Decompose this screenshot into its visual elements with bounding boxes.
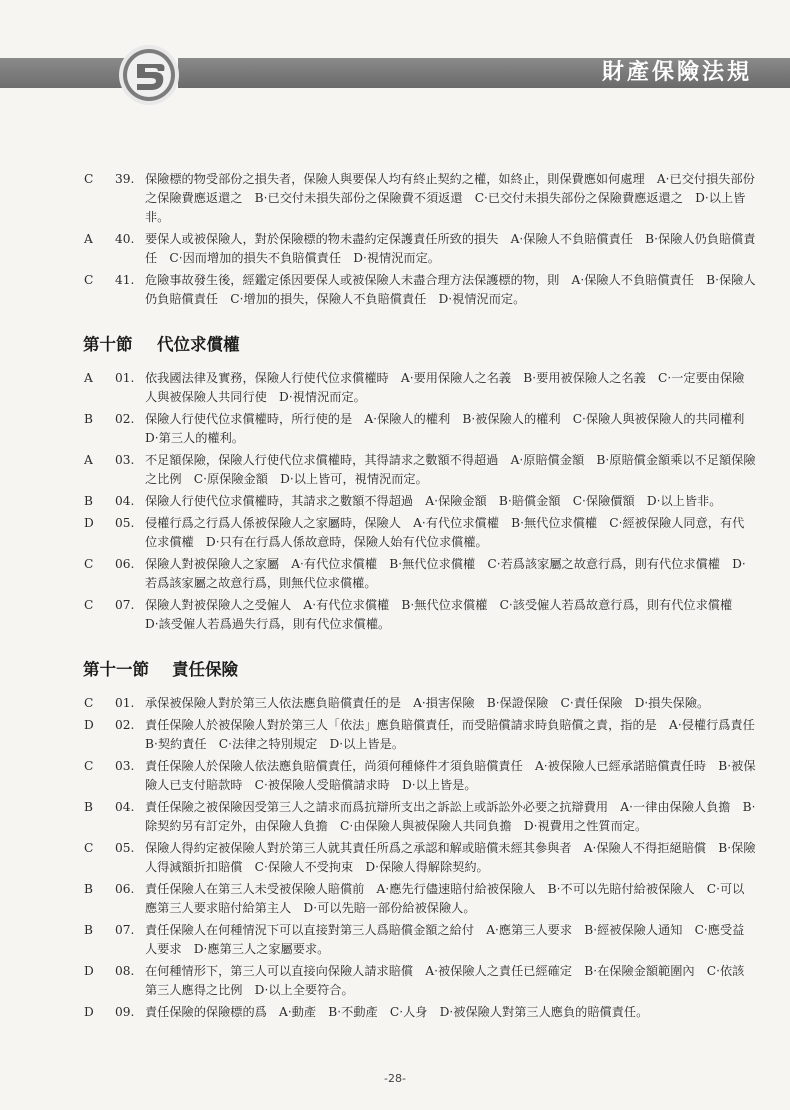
answer-key: A bbox=[84, 453, 93, 467]
header-banner-left bbox=[0, 58, 128, 88]
question-item bbox=[0, 694, 790, 713]
question-item bbox=[0, 410, 790, 448]
question-number: 07. bbox=[115, 598, 135, 612]
question-item bbox=[0, 451, 790, 489]
question-number: 04. bbox=[115, 800, 135, 814]
question-number: 08. bbox=[115, 964, 135, 978]
answer-key: C bbox=[84, 172, 94, 186]
question-text: 侵權行爲之行爲人係被保險人之家屬時，保險人 A‧有代位求償權 B‧無代位求償權 C‧經被保險人同意，有代位求償權 D‧只有在行爲人係故意時，保險人始有代位求償權。 bbox=[145, 516, 745, 549]
question-number: 01. bbox=[115, 371, 135, 385]
section-heading bbox=[0, 331, 790, 357]
question-number: 02. bbox=[115, 718, 135, 732]
question-text: 不足額保險，保險人行使代位求償權時，其得請求之數額不得超過 A‧原賠償金額 B‧原賠償金額乘以不足額保險之比例 C‧原保險金額 D‧以上皆可，視情況而定。 bbox=[145, 453, 756, 486]
question-text: 保險人得約定被保險人對於第三人就其責任所爲之承認和解或賠償未經其參與者 A‧保險人不得拒絕賠償 B‧保險人得減額折扣賠償 C‧保險人不受拘束 D‧保險人得解除契約。 bbox=[145, 841, 756, 874]
question-text: 保險人行使代位求償權時，其請求之數額不得超過 A‧保險金額 B‧賠償金額 C‧保險價額 D‧以上皆非。 bbox=[145, 494, 722, 508]
question-text: 承保被保險人對於第三人依法應負賠償責任的是 A‧損害保險 B‧保證保險 C‧責任保險 D‧損失保險。 bbox=[145, 696, 710, 710]
section-title: 代位求償權 bbox=[157, 335, 240, 354]
question-number: 02. bbox=[115, 412, 135, 426]
question-number: 06. bbox=[115, 882, 135, 896]
question-number: 06. bbox=[115, 557, 135, 571]
question-number: 05. bbox=[115, 516, 135, 530]
section-number: 第十一節 bbox=[83, 660, 149, 679]
answer-key: B bbox=[84, 412, 93, 426]
header-title: 財產保險法規 bbox=[601, 60, 752, 85]
answer-key: B bbox=[84, 923, 93, 937]
question-text: 責任保險人於被保險人對於第三人「依法」應負賠償責任，而受賠償請求時負賠償之責，指的是 A‧侵權行爲責任 B‧契約責任 C‧法律之特別規定 D‧以上皆是。 bbox=[145, 718, 768, 751]
publisher-logo-icon bbox=[118, 44, 180, 106]
question-item bbox=[0, 716, 790, 754]
question-text: 保險人行使代位求償權時，所行使的是 A‧保險人的權利 B‧被保險人的權利 C‧保險人與被保險人的共同權利 D‧第三人的權利。 bbox=[145, 412, 757, 445]
answer-key: D bbox=[84, 964, 94, 978]
answer-key: B bbox=[84, 494, 93, 508]
question-number: 07. bbox=[115, 923, 135, 937]
question-text: 責任保險人於保險人依法應負賠償責任，尚須何種條件才須負賠償責任 A‧被保險人已經承諾賠償責任時 B‧被保險人已支付賠款時 C‧被保險人受賠償請求時 D‧以上皆是。 bbox=[145, 759, 756, 792]
question-text: 責任保險人在第三人未受被保險人賠償前 A‧應先行儘速賠付給被保險人 B‧不可以先賠付給被保險人 C‧可以應第三人要求賠付給第主人 D‧可以先賠一部份給被保險人。 bbox=[145, 882, 745, 915]
section-heading bbox=[0, 656, 790, 682]
answer-key: C bbox=[84, 696, 94, 710]
question-item bbox=[0, 369, 790, 407]
question-text: 責任保險之被保險因受第三人之請求而爲抗辯所支出之訴訟上或訴訟外必要之抗辯費用 A‧一律由保險人負擔 B‧除契約另有訂定外，由保險人負擔 C‧由保險人與被保險人共同負擔 D‧視費用之性質而定。 bbox=[145, 800, 756, 833]
question-text: 責任保險的保險標的爲 A‧動產 B‧不動產 C‧人身 D‧被保險人對第三人應負的賠償責任。 bbox=[145, 1005, 649, 1019]
answer-key: B bbox=[84, 882, 93, 896]
question-number: 05. bbox=[115, 841, 135, 855]
answer-key: A bbox=[84, 371, 93, 385]
question-item bbox=[0, 921, 790, 959]
answer-key: A bbox=[84, 232, 93, 246]
question-text: 保險人對被保險人之家屬 A‧有代位求償權 B‧無代位求償權 C‧若爲該家屬之故意行爲，則有代位求償權 D‧若爲該家屬之故意行爲，則無代位求償權。 bbox=[145, 557, 746, 590]
answer-key: D bbox=[84, 516, 94, 530]
question-number: 39. bbox=[115, 172, 135, 186]
question-item bbox=[0, 230, 790, 268]
question-text: 保險人對被保險人之受僱人 A‧有代位求償權 B‧無代位求償權 C‧該受僱人若爲故意行爲，則有代位求償權 D‧該受僱人若爲過失行爲，則有代位求償權。 bbox=[145, 598, 745, 631]
question-text: 要保人或被保險人，對於保險標的物未盡約定保護責任所致的損失 A‧保險人不負賠償責任 B‧保險人仍負賠償責任 C‧因而增加的損失不負賠償責任 D‧視情況而定。 bbox=[145, 232, 756, 265]
answer-key: C bbox=[84, 759, 94, 773]
question-item bbox=[0, 962, 790, 1000]
question-item bbox=[0, 271, 790, 309]
page-number: -28- bbox=[384, 1072, 406, 1085]
question-item bbox=[0, 839, 790, 877]
question-number: 03. bbox=[115, 759, 135, 773]
section-title: 責任保險 bbox=[172, 660, 238, 679]
question-number: 04. bbox=[115, 494, 135, 508]
question-item bbox=[0, 798, 790, 836]
answer-key: C bbox=[84, 598, 94, 612]
answer-key: D bbox=[84, 1005, 94, 1019]
question-number: 01. bbox=[115, 696, 135, 710]
question-text: 保險標的物受部份之損失者，保險人與要保人均有終止契約之權，如終止，則保費應如何處理 A‧已交付損失部份之保險費應返還之 B‧已交付未損失部份之保險費不須返還 C‧已交付未損失部份之保險費應返還之 D‧以上皆非。 bbox=[145, 172, 755, 224]
answer-key: C bbox=[84, 841, 94, 855]
question-item bbox=[0, 880, 790, 918]
section-number: 第十節 bbox=[83, 335, 133, 354]
question-number: 09. bbox=[115, 1005, 135, 1019]
question-number: 41. bbox=[115, 273, 135, 287]
question-list bbox=[0, 170, 790, 1025]
answer-key: B bbox=[84, 800, 93, 814]
answer-key: C bbox=[84, 273, 94, 287]
question-text: 責任保險人在何種情況下可以直接對第三人爲賠償金額之給付 A‧應第三人要求 B‧經被保險人通知 C‧應受益人要求 D‧應第三人之家屬要求。 bbox=[145, 923, 745, 956]
answer-key: D bbox=[84, 718, 94, 732]
question-item bbox=[0, 170, 790, 227]
question-item bbox=[0, 757, 790, 795]
question-item bbox=[0, 492, 790, 511]
question-item bbox=[0, 555, 790, 593]
question-text: 危險事故發生後，經鑑定係因要保人或被保險人未盡合理方法保護標的物，則 A‧保險人不負賠償責任 B‧保險人仍負賠償責任 C‧增加的損失，保險人不負賠償責任 D‧視情況而定。 bbox=[145, 273, 756, 306]
question-item bbox=[0, 514, 790, 552]
question-text: 在何種情形下，第三人可以直接向保險人請求賠償 A‧被保險人之責任已經確定 B‧在保險金額範圍內 C‧依該第三人應得之比例 D‧以上全要符合。 bbox=[145, 964, 745, 997]
question-item bbox=[0, 596, 790, 634]
question-text: 依我國法律及實務，保險人行使代位求償權時 A‧要用保險人之名義 B‧要用被保險人之名義 C‧一定要由保險人與被保險人共同行使 D‧視情況而定。 bbox=[145, 371, 745, 404]
question-item bbox=[0, 1003, 790, 1022]
answer-key: C bbox=[84, 557, 94, 571]
question-number: 40. bbox=[115, 232, 135, 246]
question-number: 03. bbox=[115, 453, 135, 467]
